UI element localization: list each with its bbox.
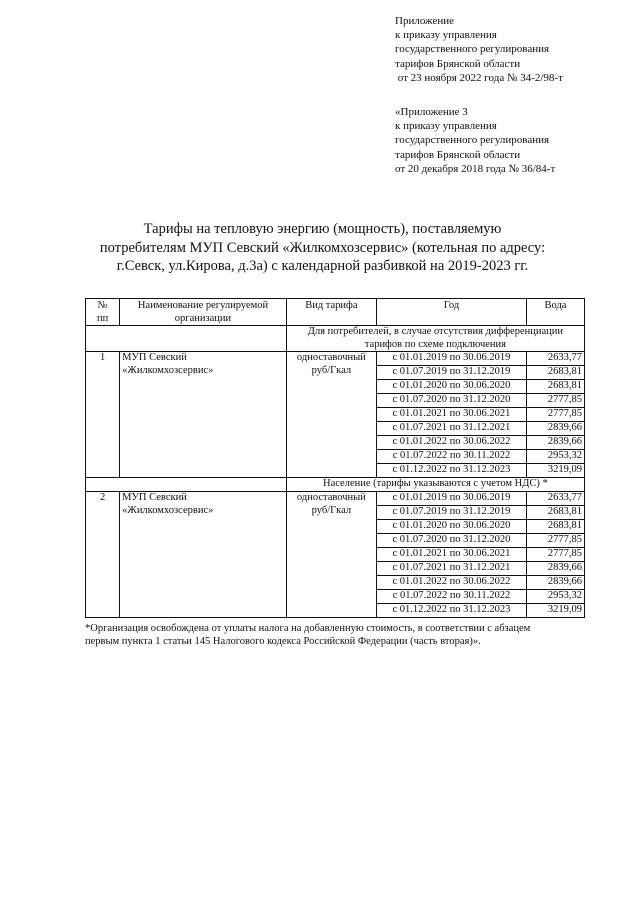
header-line: тарифов Брянской области (395, 57, 521, 70)
tariff-period: с 01.01.2021 по 30.06.2021 (376, 408, 526, 422)
tariff-value: 2839,66 (527, 562, 585, 576)
section-caption: Население (тарифы указываются с учетом НДС) * (286, 478, 584, 492)
header-line: к приказу управления (395, 120, 497, 133)
header-org: Наименование регулируемой организации (120, 299, 287, 326)
document-title (60, 220, 585, 276)
tariff-value: 2683,81 (527, 366, 585, 380)
header-num: № пп (86, 299, 120, 326)
tariff-value: 2839,66 (527, 436, 585, 450)
appendix-header (395, 14, 563, 85)
tariff-period: с 01.12.2022 по 31.12.2023 (376, 464, 526, 478)
tariff-period: с 01.07.2020 по 31.12.2020 (376, 534, 526, 548)
section-caption-row (86, 326, 585, 352)
header-value: Вода (527, 299, 585, 326)
footnote (85, 622, 595, 648)
header-line: Приложение (395, 15, 455, 27)
tariff-period: с 01.07.2021 по 31.12.2021 (376, 562, 526, 576)
tariff-period: с 01.07.2019 по 31.12.2019 (376, 506, 526, 520)
header-year: Год (376, 299, 526, 326)
tariff-period: с 01.01.2020 по 30.06.2020 (376, 380, 526, 394)
header-line: тарифов Брянской области (395, 148, 521, 161)
header-line: «Приложение 3 (395, 106, 468, 118)
tariff-value: 3219,09 (527, 604, 585, 618)
section-caption-row (86, 478, 585, 492)
empty-cell (86, 326, 287, 352)
tariff-period: с 01.01.2021 по 30.06.2021 (376, 548, 526, 562)
tariff-value: 2839,66 (527, 422, 585, 436)
tariff-period: с 01.01.2020 по 30.06.2020 (376, 520, 526, 534)
tariff-type: одноставочный руб/Гкал (286, 352, 376, 478)
tariff-period: с 01.07.2022 по 30.11.2022 (376, 590, 526, 604)
tariff-period: с 01.07.2022 по 30.11.2022 (376, 450, 526, 464)
tariff-value: 2683,81 (527, 380, 585, 394)
tariff-value: 2683,81 (527, 506, 585, 520)
tariff-value: 2953,32 (527, 590, 585, 604)
title-line: Тарифы на тепловую энергию (мощность), поставляемую (143, 221, 502, 237)
section-caption: Для потребителей, в случае отсутствия дифференциации тарифов по схеме подключения (286, 326, 584, 352)
tariff-period: с 01.07.2021 по 31.12.2021 (376, 422, 526, 436)
tariff-value: 3219,09 (527, 464, 585, 478)
tariff-value: 2777,85 (527, 548, 585, 562)
header-line: к приказу управления (395, 29, 497, 42)
tariff-period: с 01.07.2020 по 31.12.2020 (376, 394, 526, 408)
row-number: 1 (86, 352, 120, 478)
tariff-value: 2953,32 (527, 450, 585, 464)
tariff-type: одноставочный руб/Гкал (286, 492, 376, 618)
tariff-period: с 01.01.2022 по 30.06.2022 (376, 436, 526, 450)
footnote-line: первым пункта 1 статьи 145 Налогового кодекса Российской Федерации (часть вторая)». (85, 636, 481, 647)
title-line: потребителям МУП Севский «Жилкомхозсервис» (котельная по адресу: (99, 239, 546, 256)
table-row (86, 352, 585, 366)
row-number: 2 (86, 492, 120, 618)
tariff-period: с 01.12.2022 по 31.12.2023 (376, 604, 526, 618)
header-line: государственного регулирования (395, 134, 550, 147)
header-type: Вид тарифа (286, 299, 376, 326)
tariff-value: 2777,85 (527, 408, 585, 422)
table-header-row (86, 299, 585, 326)
tariff-value: 2777,85 (527, 534, 585, 548)
footnote-line: *Организация освобождена от уплаты налога на добавленную стоимость, в соответствии с абзацем (85, 623, 531, 634)
tariff-value: 2633,77 (527, 352, 585, 366)
tariff-value: 2633,77 (527, 492, 585, 506)
tariff-value: 2839,66 (527, 576, 585, 590)
header-line: от 20 декабря 2018 года № 36/84-т (395, 162, 556, 175)
organization-name: МУП Севский «Жилкомхозсервис» (120, 492, 287, 618)
tariff-value: 2683,81 (527, 520, 585, 534)
header-line: от 23 ноября 2022 года № 34-2/98-т (395, 71, 563, 84)
header-line: государственного регулирования (395, 43, 550, 56)
tariff-period: с 01.07.2019 по 31.12.2019 (376, 366, 526, 380)
tariff-period: с 01.01.2019 по 30.06.2019 (376, 352, 526, 366)
tariff-period: с 01.01.2019 по 30.06.2019 (376, 492, 526, 506)
organization-name: МУП Севский «Жилкомхозсервис» (120, 352, 287, 478)
title-line: г.Севск, ул.Кирова, д.3а) с календарной разбивкой на 2019-2023 гг. (116, 258, 529, 274)
empty-cell (86, 478, 287, 492)
appendix-3-header (395, 105, 555, 176)
table-row (86, 492, 585, 506)
tariff-table (85, 298, 585, 618)
tariff-period: с 01.01.2022 по 30.06.2022 (376, 576, 526, 590)
tariff-value: 2777,85 (527, 394, 585, 408)
